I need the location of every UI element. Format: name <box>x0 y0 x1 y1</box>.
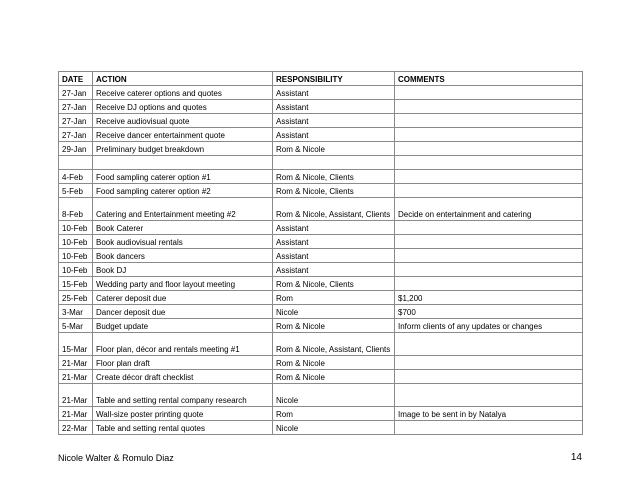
cell-action: Budget update <box>93 319 273 333</box>
cell-responsibility: Assistant <box>273 235 395 249</box>
table-row <box>59 305 583 319</box>
cell-comments <box>395 356 583 370</box>
cell-responsibility: Assistant <box>273 263 395 277</box>
cell-date: 25-Feb <box>59 291 93 305</box>
cell-responsibility: Rom <box>273 291 395 305</box>
cell-action: Food sampling caterer option #1 <box>93 170 273 184</box>
cell-action: Receive DJ options and quotes <box>93 100 273 114</box>
cell-action: Catering and Entertainment meeting #2 <box>93 198 273 221</box>
cell-date: 21-Mar <box>59 370 93 384</box>
cell-action: Receive audiovisual quote <box>93 114 273 128</box>
cell-responsibility: Rom & Nicole <box>273 142 395 156</box>
cell-comments: Image to be sent in by Natalya <box>395 407 583 421</box>
cell-responsibility: Assistant <box>273 128 395 142</box>
cell-action: Receive dancer entertainment quote <box>93 128 273 142</box>
table-row <box>59 356 583 370</box>
cell-comments <box>395 128 583 142</box>
cell-date: 3-Mar <box>59 305 93 319</box>
header-responsibility: RESPONSIBILITY <box>273 72 395 86</box>
footer-authors: Nicole Walter & Romulo Diaz <box>58 453 174 463</box>
header-action: ACTION <box>93 72 273 86</box>
cell-responsibility: Nicole <box>273 384 395 407</box>
table-row <box>59 142 583 156</box>
table-row <box>59 333 583 356</box>
cell-date: 27-Jan <box>59 128 93 142</box>
cell-date: 10-Feb <box>59 235 93 249</box>
table-row <box>59 384 583 407</box>
cell-comments <box>395 184 583 198</box>
cell-date <box>59 156 93 170</box>
cell-comments <box>395 370 583 384</box>
cell-action: Book dancers <box>93 249 273 263</box>
cell-comments <box>395 114 583 128</box>
cell-comments <box>395 100 583 114</box>
cell-comments <box>395 263 583 277</box>
cell-responsibility: Rom & Nicole <box>273 356 395 370</box>
cell-responsibility: Rom & Nicole, Clients <box>273 277 395 291</box>
footer-page-number: 14 <box>570 452 582 463</box>
cell-action: Caterer deposit due <box>93 291 273 305</box>
table-row <box>59 421 583 435</box>
cell-date: 21-Mar <box>59 407 93 421</box>
table-row <box>59 263 583 277</box>
cell-responsibility: Rom <box>273 407 395 421</box>
cell-responsibility: Assistant <box>273 100 395 114</box>
cell-action: Book audiovisual rentals <box>93 235 273 249</box>
cell-date: 22-Mar <box>59 421 93 435</box>
cell-date: 29-Jan <box>59 142 93 156</box>
cell-comments: Inform clients of any updates or changes <box>395 319 583 333</box>
cell-comments: $1,200 <box>395 291 583 305</box>
cell-responsibility: Assistant <box>273 114 395 128</box>
cell-responsibility: Assistant <box>273 86 395 100</box>
cell-responsibility: Nicole <box>273 421 395 435</box>
cell-action: Book DJ <box>93 263 273 277</box>
cell-comments <box>395 333 583 356</box>
cell-responsibility: Assistant <box>273 249 395 263</box>
table-row <box>59 291 583 305</box>
cell-responsibility <box>273 156 395 170</box>
cell-comments: Decide on entertainment and catering <box>395 198 583 221</box>
cell-responsibility: Rom & Nicole, Assistant, Clients <box>273 333 395 356</box>
cell-date: 21-Mar <box>59 356 93 370</box>
cell-action <box>93 156 273 170</box>
cell-action: Floor plan, décor and rentals meeting #1 <box>93 333 273 356</box>
cell-date: 21-Mar <box>59 384 93 407</box>
cell-action: Table and setting rental company research <box>93 384 273 407</box>
table-header-row <box>59 72 583 86</box>
cell-action: Dancer deposit due <box>93 305 273 319</box>
cell-action: Wall-size poster printing quote <box>93 407 273 421</box>
cell-comments <box>395 421 583 435</box>
cell-date: 15-Feb <box>59 277 93 291</box>
cell-comments <box>395 86 583 100</box>
table-row <box>59 114 583 128</box>
table-row <box>59 156 583 170</box>
cell-date: 27-Jan <box>59 100 93 114</box>
table-row <box>59 184 583 198</box>
cell-action: Create décor draft checklist <box>93 370 273 384</box>
cell-comments: $700 <box>395 305 583 319</box>
cell-comments <box>395 277 583 291</box>
cell-responsibility: Rom & Nicole <box>273 319 395 333</box>
table-row <box>59 221 583 235</box>
cell-responsibility: Nicole <box>273 305 395 319</box>
header-date: DATE <box>59 72 93 86</box>
cell-responsibility: Rom & Nicole, Clients <box>273 170 395 184</box>
table-row <box>59 198 583 221</box>
cell-action: Book Caterer <box>93 221 273 235</box>
header-comments: COMMENTS <box>395 72 583 86</box>
table-row <box>59 277 583 291</box>
cell-date: 27-Jan <box>59 86 93 100</box>
cell-date: 8-Feb <box>59 198 93 221</box>
cell-action: Wedding party and floor layout meeting <box>93 277 273 291</box>
cell-responsibility: Assistant <box>273 221 395 235</box>
cell-date: 10-Feb <box>59 263 93 277</box>
cell-date: 15-Mar <box>59 333 93 356</box>
cell-comments <box>395 384 583 407</box>
table-row <box>59 249 583 263</box>
cell-comments <box>395 170 583 184</box>
table-row <box>59 100 583 114</box>
cell-date: 5-Mar <box>59 319 93 333</box>
cell-responsibility: Rom & Nicole <box>273 370 395 384</box>
cell-action: Preliminary budget breakdown <box>93 142 273 156</box>
cell-action: Receive caterer options and quotes <box>93 86 273 100</box>
cell-responsibility: Rom & Nicole, Clients <box>273 184 395 198</box>
cell-date: 10-Feb <box>59 249 93 263</box>
table-row <box>59 370 583 384</box>
cell-date: 10-Feb <box>59 221 93 235</box>
cell-comments <box>395 142 583 156</box>
cell-action: Table and setting rental quotes <box>93 421 273 435</box>
table-row <box>59 170 583 184</box>
cell-comments <box>395 156 583 170</box>
table-row <box>59 235 583 249</box>
schedule-table <box>58 71 583 435</box>
cell-date: 27-Jan <box>59 114 93 128</box>
cell-comments <box>395 221 583 235</box>
cell-responsibility: Rom & Nicole, Assistant, Clients <box>273 198 395 221</box>
cell-comments <box>395 249 583 263</box>
cell-comments <box>395 235 583 249</box>
table-row <box>59 86 583 100</box>
table-row <box>59 128 583 142</box>
table-row <box>59 319 583 333</box>
cell-action: Floor plan draft <box>93 356 273 370</box>
cell-date: 4-Feb <box>59 170 93 184</box>
cell-date: 5-Feb <box>59 184 93 198</box>
table-row <box>59 407 583 421</box>
table-body <box>59 86 583 435</box>
cell-action: Food sampling caterer option #2 <box>93 184 273 198</box>
